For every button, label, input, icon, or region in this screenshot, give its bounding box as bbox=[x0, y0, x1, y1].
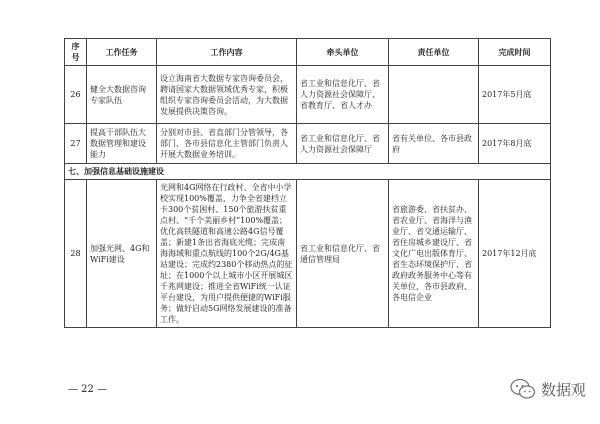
row-lead: 省工业和信息化厅、省人力资源社会保障厅、省教育厅、省人才办 bbox=[297, 66, 389, 124]
header-lead: 牵头单位 bbox=[297, 39, 389, 66]
table-row bbox=[65, 124, 551, 164]
watermark-text: 数据观 bbox=[540, 380, 586, 399]
row-no: 26 bbox=[65, 66, 87, 124]
row-content: 光网和4G网络在行政村、全省中小学校实现100%覆盖，力争全省建档立卡300个贫困村、150个旅游扶贫重点村、“千个美丽乡村”100%覆盖；优化高铁隧道和高速公路4G信号覆盖；新建1条出省海底光缆；完成南海海域和重点航线的100个2G/4G基站建设；完成约2380个移动热点的征址；在1000个以上城市小区开展城区千兆网建设；推进全省WiFi统一认证平台建设，为用户提供便捷的WiFi服务；做好启动5G网络发展建设的准备工作。 bbox=[157, 180, 297, 328]
task-table bbox=[64, 38, 551, 328]
row-resp: 省有关单位、各市县政府 bbox=[389, 124, 479, 164]
row-task: 加强光网、4G和WiFi建设 bbox=[87, 180, 157, 328]
header-task: 工作任务 bbox=[87, 39, 157, 66]
row-time: 2017年8月底 bbox=[479, 124, 551, 164]
header-resp: 责任单位 bbox=[389, 39, 479, 66]
row-content: 设立海南省大数据专家咨询委员会，聘请国家大数据领域优秀专家，积极组织专家咨询委员会活动，为大数据发展提供决策咨询。 bbox=[157, 66, 297, 124]
header-time: 完成时间 bbox=[479, 39, 551, 66]
row-task: 提高干部队伍大数据管理和建设能力 bbox=[87, 124, 157, 164]
row-task: 健全大数据咨询专家队伍 bbox=[87, 66, 157, 124]
table-header-row bbox=[65, 39, 551, 66]
row-lead: 省工业和信息化厅、省人力资源社会保障厅 bbox=[297, 124, 389, 164]
row-no: 28 bbox=[65, 180, 87, 328]
table-row bbox=[65, 66, 551, 124]
watermark bbox=[510, 378, 586, 400]
header-no: 序号 bbox=[65, 39, 87, 66]
table-row bbox=[65, 180, 551, 328]
row-time: 2017年12月底 bbox=[479, 180, 551, 328]
row-resp: 省旅游委、省扶贫办、省农业厅、省海洋与渔业厅、省交通运输厅、省住房城乡建设厅、省文化广电出版体育厅、省生态环境保护厅、省政府政务服务中心等有关单位，各市县政府、各电信企业 bbox=[389, 180, 479, 328]
row-resp bbox=[389, 66, 479, 124]
page-number: — 22 — bbox=[68, 384, 108, 395]
row-lead: 省工业和信息化厅、省通信管理局 bbox=[297, 180, 389, 328]
section-heading: 七、加强信息基础设施建设 bbox=[65, 164, 551, 180]
row-time: 2017年5月底 bbox=[479, 66, 551, 124]
row-no: 27 bbox=[65, 124, 87, 164]
wechat-icon bbox=[510, 378, 536, 400]
header-content: 工作内容 bbox=[157, 39, 297, 66]
section-row bbox=[65, 164, 551, 180]
row-content: 分别对市县、省直部门分管领导，各部门、各市县信息化主管部门负责人开展大数据业务培训。 bbox=[157, 124, 297, 164]
